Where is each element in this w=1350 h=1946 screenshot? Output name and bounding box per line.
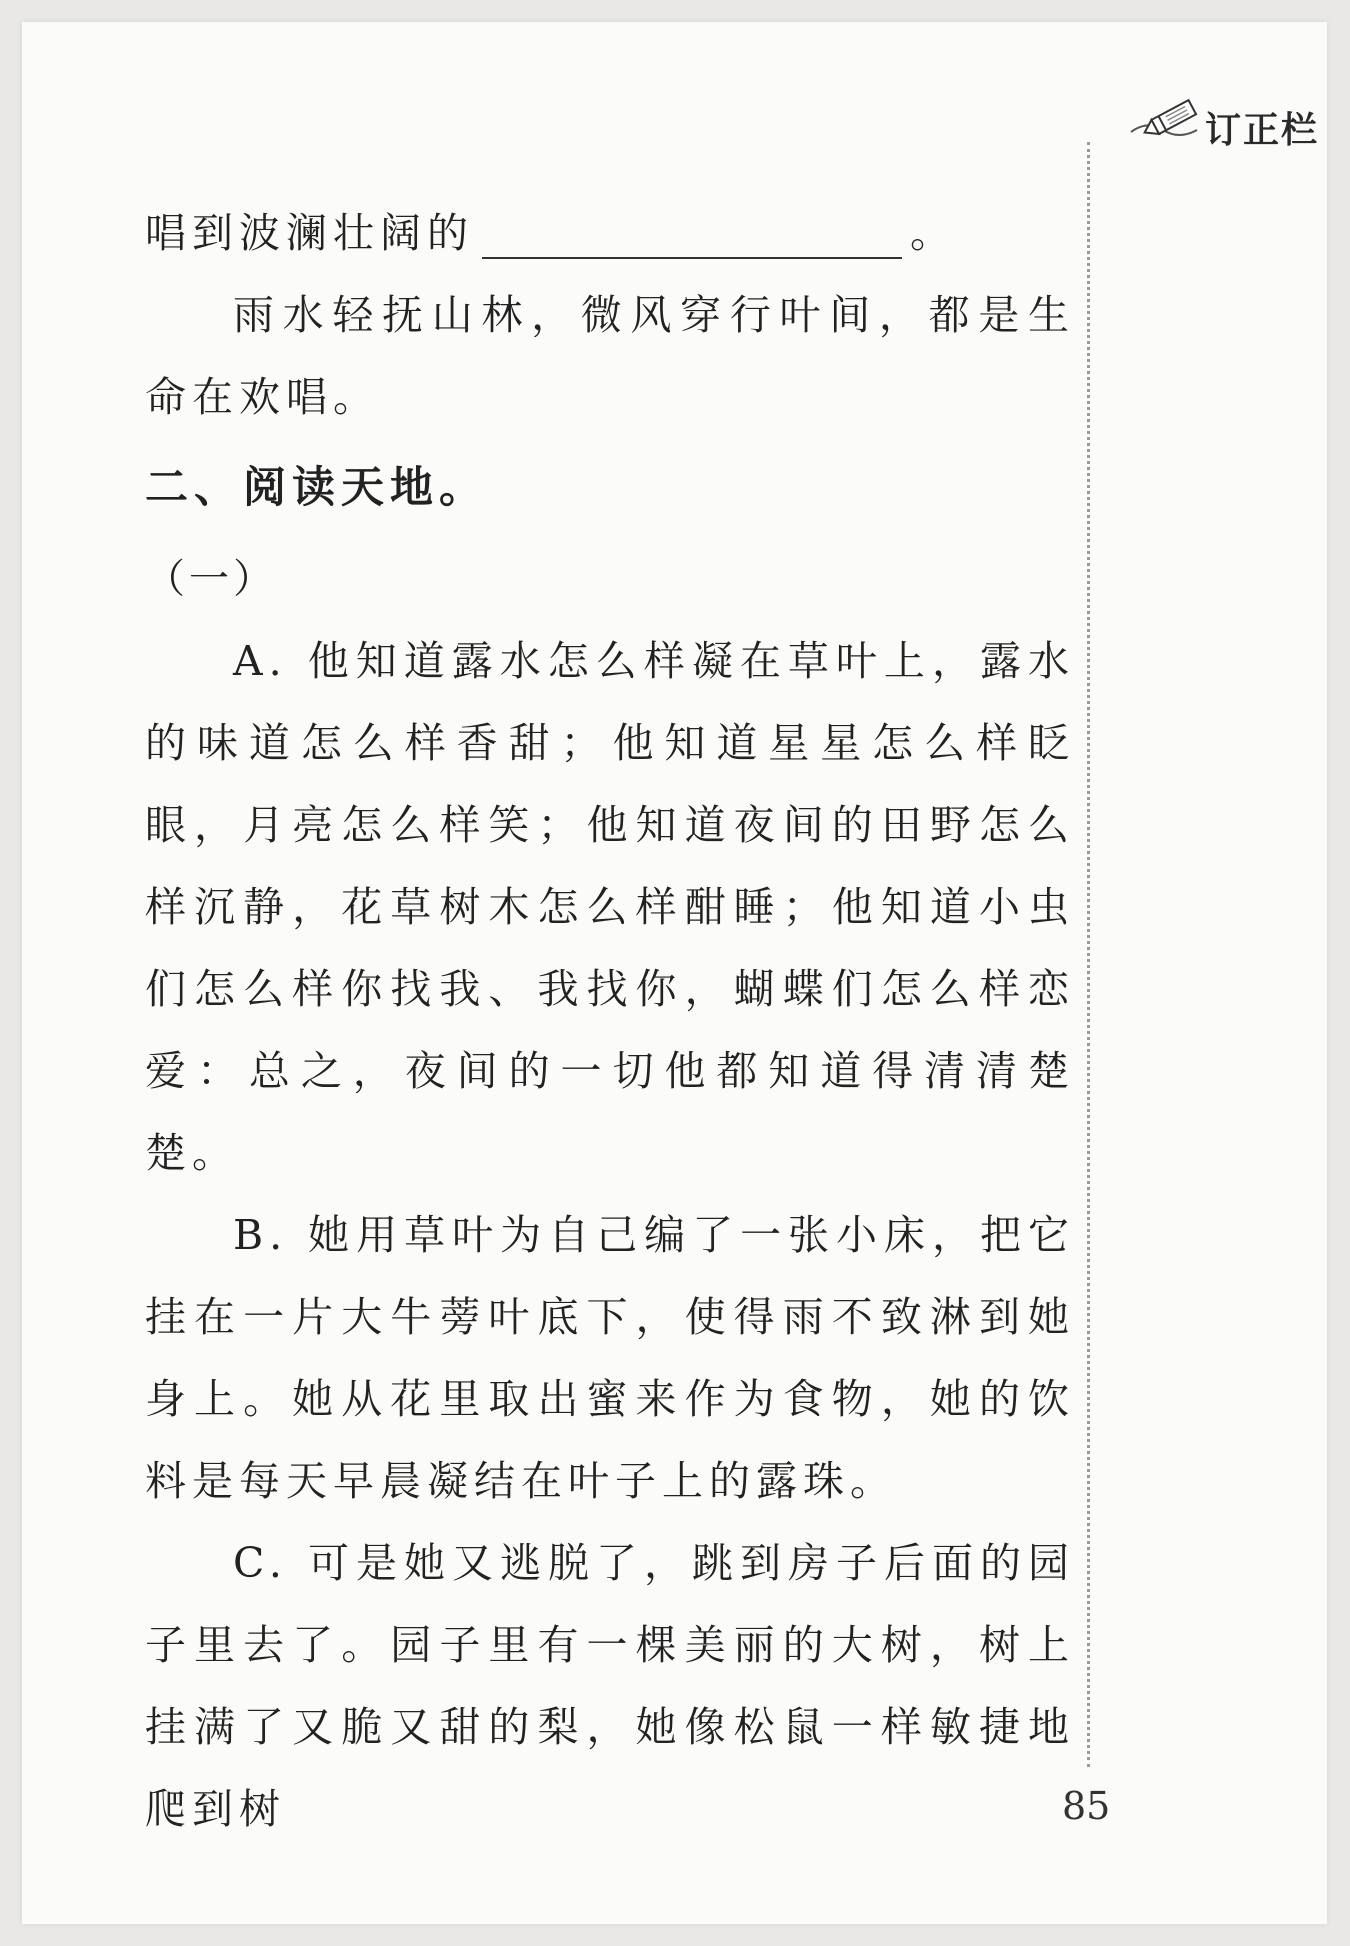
fill-in-blank[interactable] [482, 205, 902, 259]
correction-title: 订正栏 [1205, 110, 1320, 151]
page-content [145, 192, 1075, 1850]
correction-column-header [1127, 90, 1327, 160]
page-number: 85 [1062, 1784, 1111, 1828]
intro-line-2: 雨水轻抚山林，微风穿行叶间，都是生命在欢唱。 [145, 291, 1075, 421]
passage-c: C. 可是她又逃脱了，跳到房子后面的园子里去了。园子里有一棵美丽的大树，树上挂满了又脆又甜的梨，她像松鼠一样敏捷地爬到树 [145, 1539, 1075, 1833]
intro-line-1-end: 。 [910, 209, 957, 257]
section-title: 二、阅读天地。 [145, 463, 488, 513]
passage-a: A. 他知道露水怎么样凝在草叶上，露水的味道怎么样香甜；他知道星星怎么样眨眼，月亮怎么样笑；他知道夜间的田野怎么样沉静，花草树木怎么样酣睡；他知道小虫们怎么样你找我、我找你，蝴蝶们怎么样恋爱：总之，夜间的一切他都知道得清清楚楚。 [145, 637, 1075, 1177]
intro-line-1 [145, 192, 1075, 274]
passage-b: B. 她用草叶为自己编了一张小床，把它挂在一片大牛蒡叶底下，使得雨不致淋到她身上。她从花里取出蜜来作为食物，她的饮料是每天早晨凝结在叶子上的露珠。 [145, 1211, 1075, 1505]
part-title: （一） [145, 556, 277, 602]
correction-column-divider [1087, 142, 1090, 1767]
workbook-page [22, 22, 1327, 1924]
pencil-icon [1127, 90, 1207, 150]
intro-line-1-text: 唱到波澜壮阔的 [145, 209, 474, 257]
